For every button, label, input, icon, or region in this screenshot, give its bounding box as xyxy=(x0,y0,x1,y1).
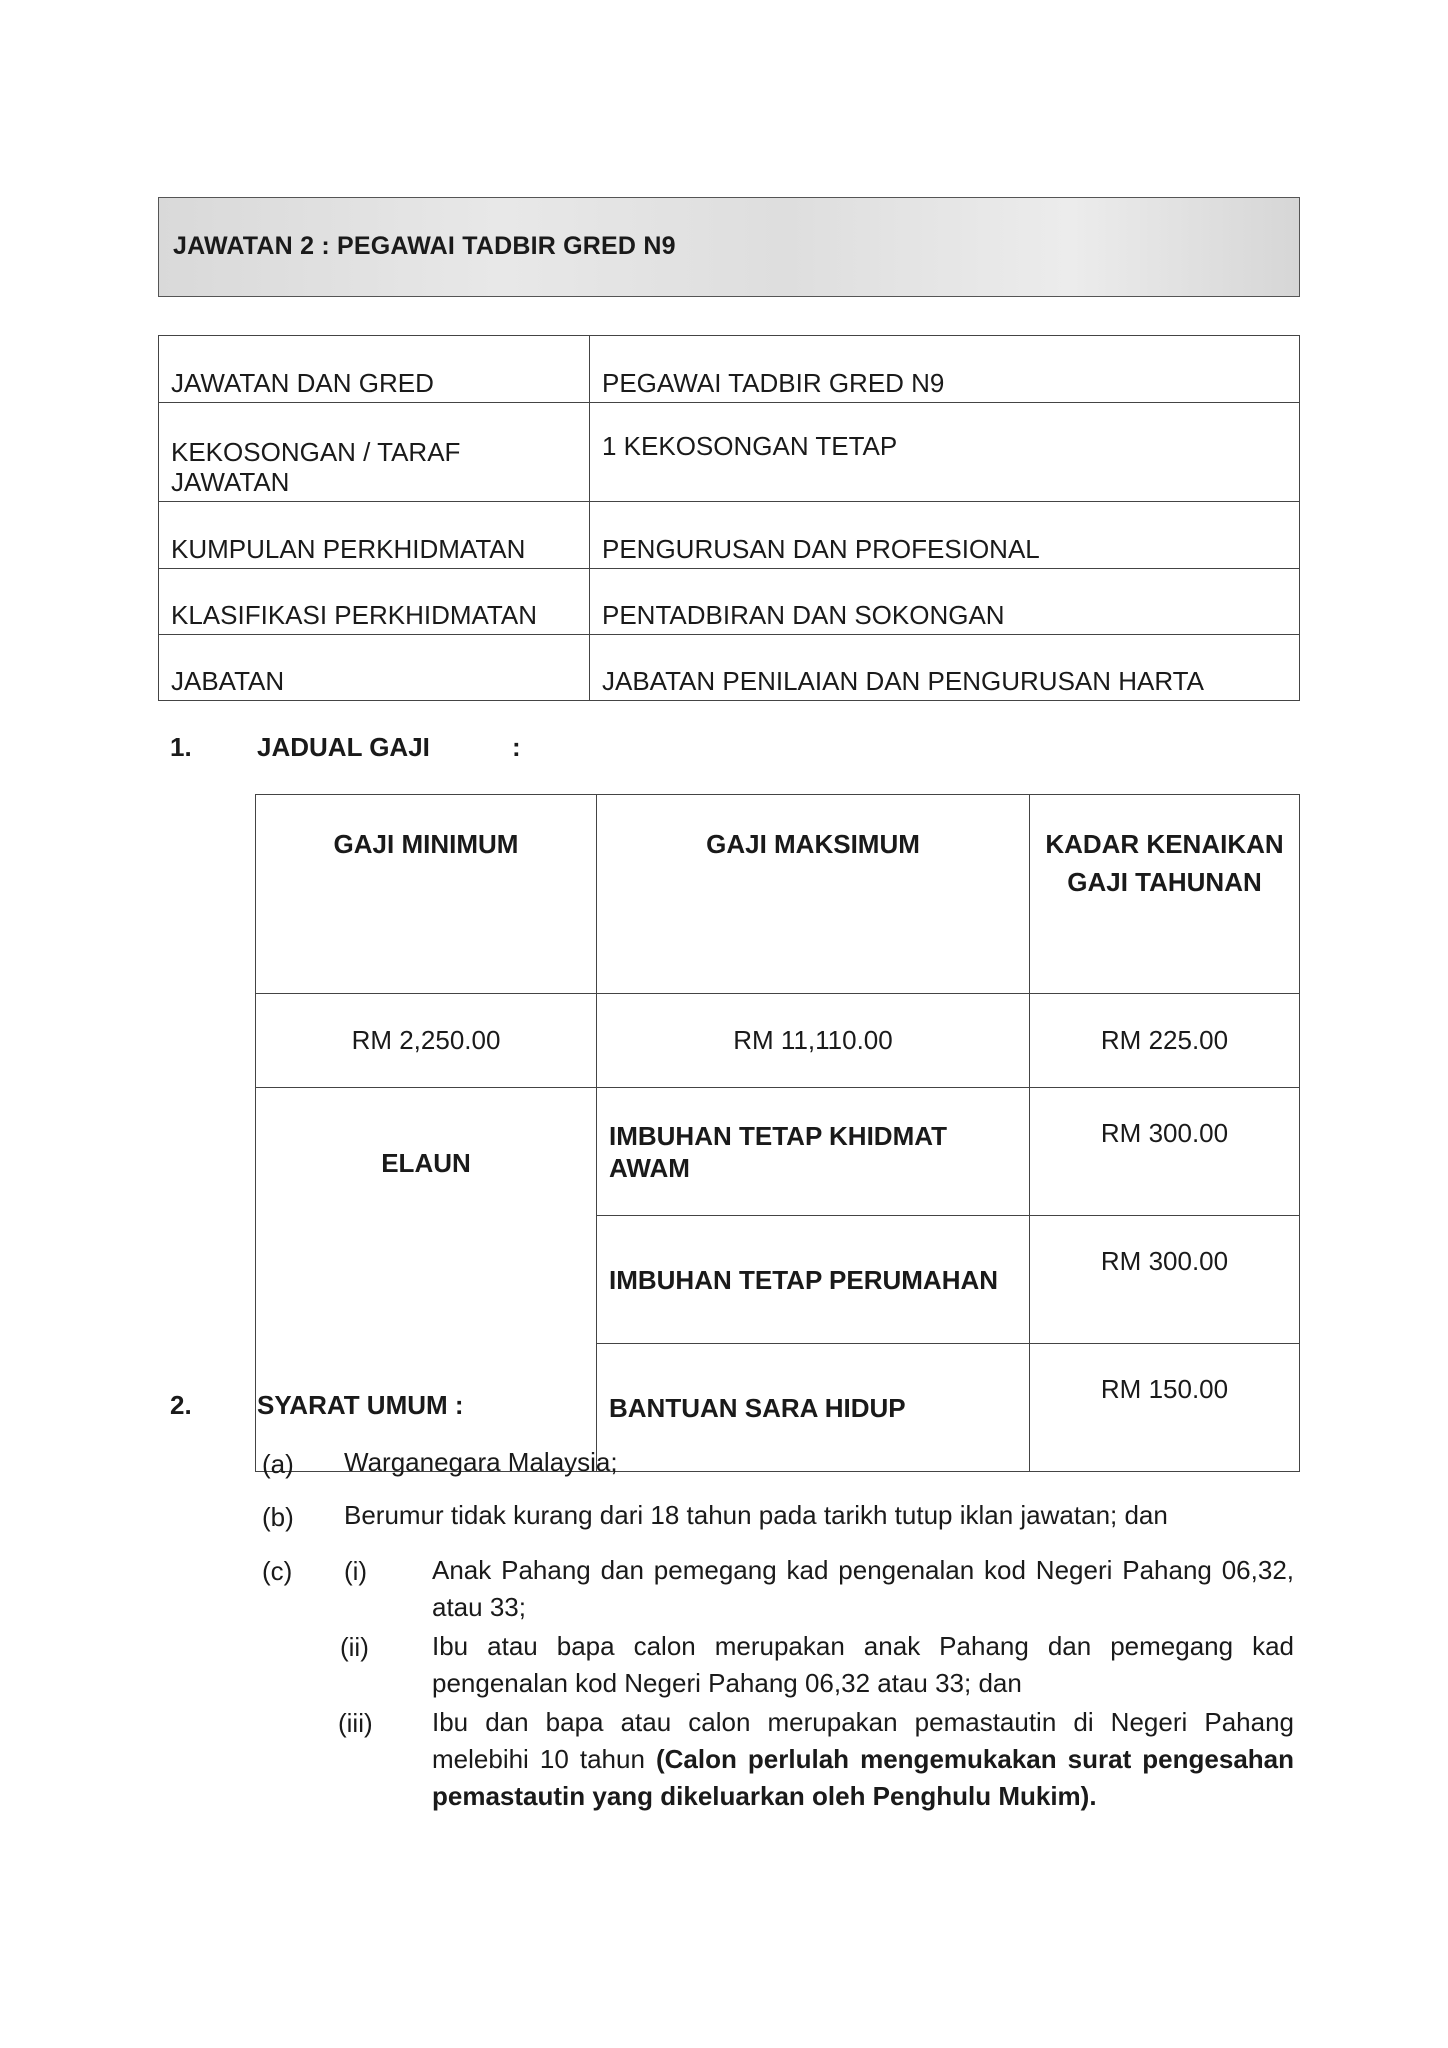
sub-item-marker: (ii) xyxy=(340,1632,369,1662)
section-1-number: 1. xyxy=(170,732,192,762)
requirement-text: Warganegara Malaysia; xyxy=(344,1447,618,1477)
salary-header-row xyxy=(256,795,1300,994)
info-label: JAWATAN DAN GRED xyxy=(159,336,590,403)
table-row xyxy=(159,635,1300,701)
header-max-salary: GAJI MAKSIMUM xyxy=(597,795,1030,994)
info-label: KUMPULAN PERKHIDMATAN xyxy=(159,502,590,569)
allowance-name: IMBUHAN TETAP PERUMAHAN xyxy=(597,1216,1030,1344)
sub-item-marker: (iii) xyxy=(338,1708,373,1738)
info-value: 1 KEKOSONGAN TETAP xyxy=(590,403,1300,502)
info-label: KLASIFIKASI PERKHIDMATAN xyxy=(159,569,590,635)
info-value: JABATAN PENILAIAN DAN PENGURUSAN HARTA xyxy=(590,635,1300,701)
salary-values-row xyxy=(256,994,1300,1088)
allowance-row xyxy=(256,1088,1300,1216)
allowance-amount: RM 300.00 xyxy=(1030,1088,1300,1216)
sub-requirement-paragraph xyxy=(432,1704,1294,1815)
section-2-number: 2. xyxy=(170,1390,192,1420)
allowance-amount: RM 150.00 xyxy=(1030,1344,1300,1472)
item-marker: (a) xyxy=(262,1449,294,1479)
position-info-table xyxy=(158,335,1300,701)
sub-item-marker: (i) xyxy=(344,1556,368,1586)
info-label: KEKOSONGAN / TARAF JAWATAN xyxy=(159,403,590,502)
info-label: JABATAN xyxy=(159,635,590,701)
info-value: PENGURUSAN DAN PROFESIONAL xyxy=(590,502,1300,569)
item-marker: (b) xyxy=(262,1502,294,1532)
header-min-salary: GAJI MINIMUM xyxy=(256,795,597,994)
info-value: PEGAWAI TADBIR GRED N9 xyxy=(590,336,1300,403)
annual-increment-value: RM 225.00 xyxy=(1030,994,1300,1088)
position-banner xyxy=(158,197,1300,297)
info-value: PENTADBIRAN DAN SOKONGAN xyxy=(590,569,1300,635)
table-row xyxy=(159,336,1300,403)
allowance-name: BANTUAN SARA HIDUP xyxy=(597,1344,1030,1472)
item-marker: (c) xyxy=(262,1556,293,1586)
sub-requirement-text: Ibu dan bapa atau calon merupakan pemastautin di Negeri Pahang melebihi 10 tahun xyxy=(432,1707,1294,1774)
requirement-text: Berumur tidak kurang dari 18 tahun pada tarikh tutup iklan jawatan; dan xyxy=(344,1500,1168,1530)
min-salary-value: RM 2,250.00 xyxy=(256,994,597,1088)
allowance-amount: RM 300.00 xyxy=(1030,1216,1300,1344)
section-2-title: SYARAT UMUM : xyxy=(257,1390,464,1420)
table-row xyxy=(159,569,1300,635)
max-salary-value: RM 11,110.00 xyxy=(597,994,1030,1088)
header-annual-increment: KADAR KENAIKAN GAJI TAHUNAN xyxy=(1030,795,1300,994)
sub-requirement-bold-note: (Calon perlulah mengemukakan surat pengesahan pemastautin yang dikeluarkan oleh Penghulu Mukim). xyxy=(432,1744,1295,1811)
section-1-colon: : xyxy=(512,732,521,762)
position-banner-title: JAWATAN 2 : PEGAWAI TADBIR GRED N9 xyxy=(173,232,676,260)
table-row xyxy=(159,502,1300,569)
allowance-name: IMBUHAN TETAP KHIDMAT AWAM xyxy=(597,1088,1030,1216)
allowance-label: ELAUN xyxy=(256,1088,597,1472)
salary-table xyxy=(255,794,1300,1472)
section-1-title: JADUAL GAJI xyxy=(257,732,430,762)
table-row xyxy=(159,403,1300,502)
sub-requirement-text: Anak Pahang dan pemegang kad pengenalan kod Negeri Pahang 06,32, atau 33; xyxy=(432,1555,1294,1622)
sub-requirement-text: Ibu atau bapa calon merupakan anak Pahang dan pemegang kad pengenalan kod Negeri Pahang 06,32 atau 33; dan xyxy=(432,1631,1294,1698)
